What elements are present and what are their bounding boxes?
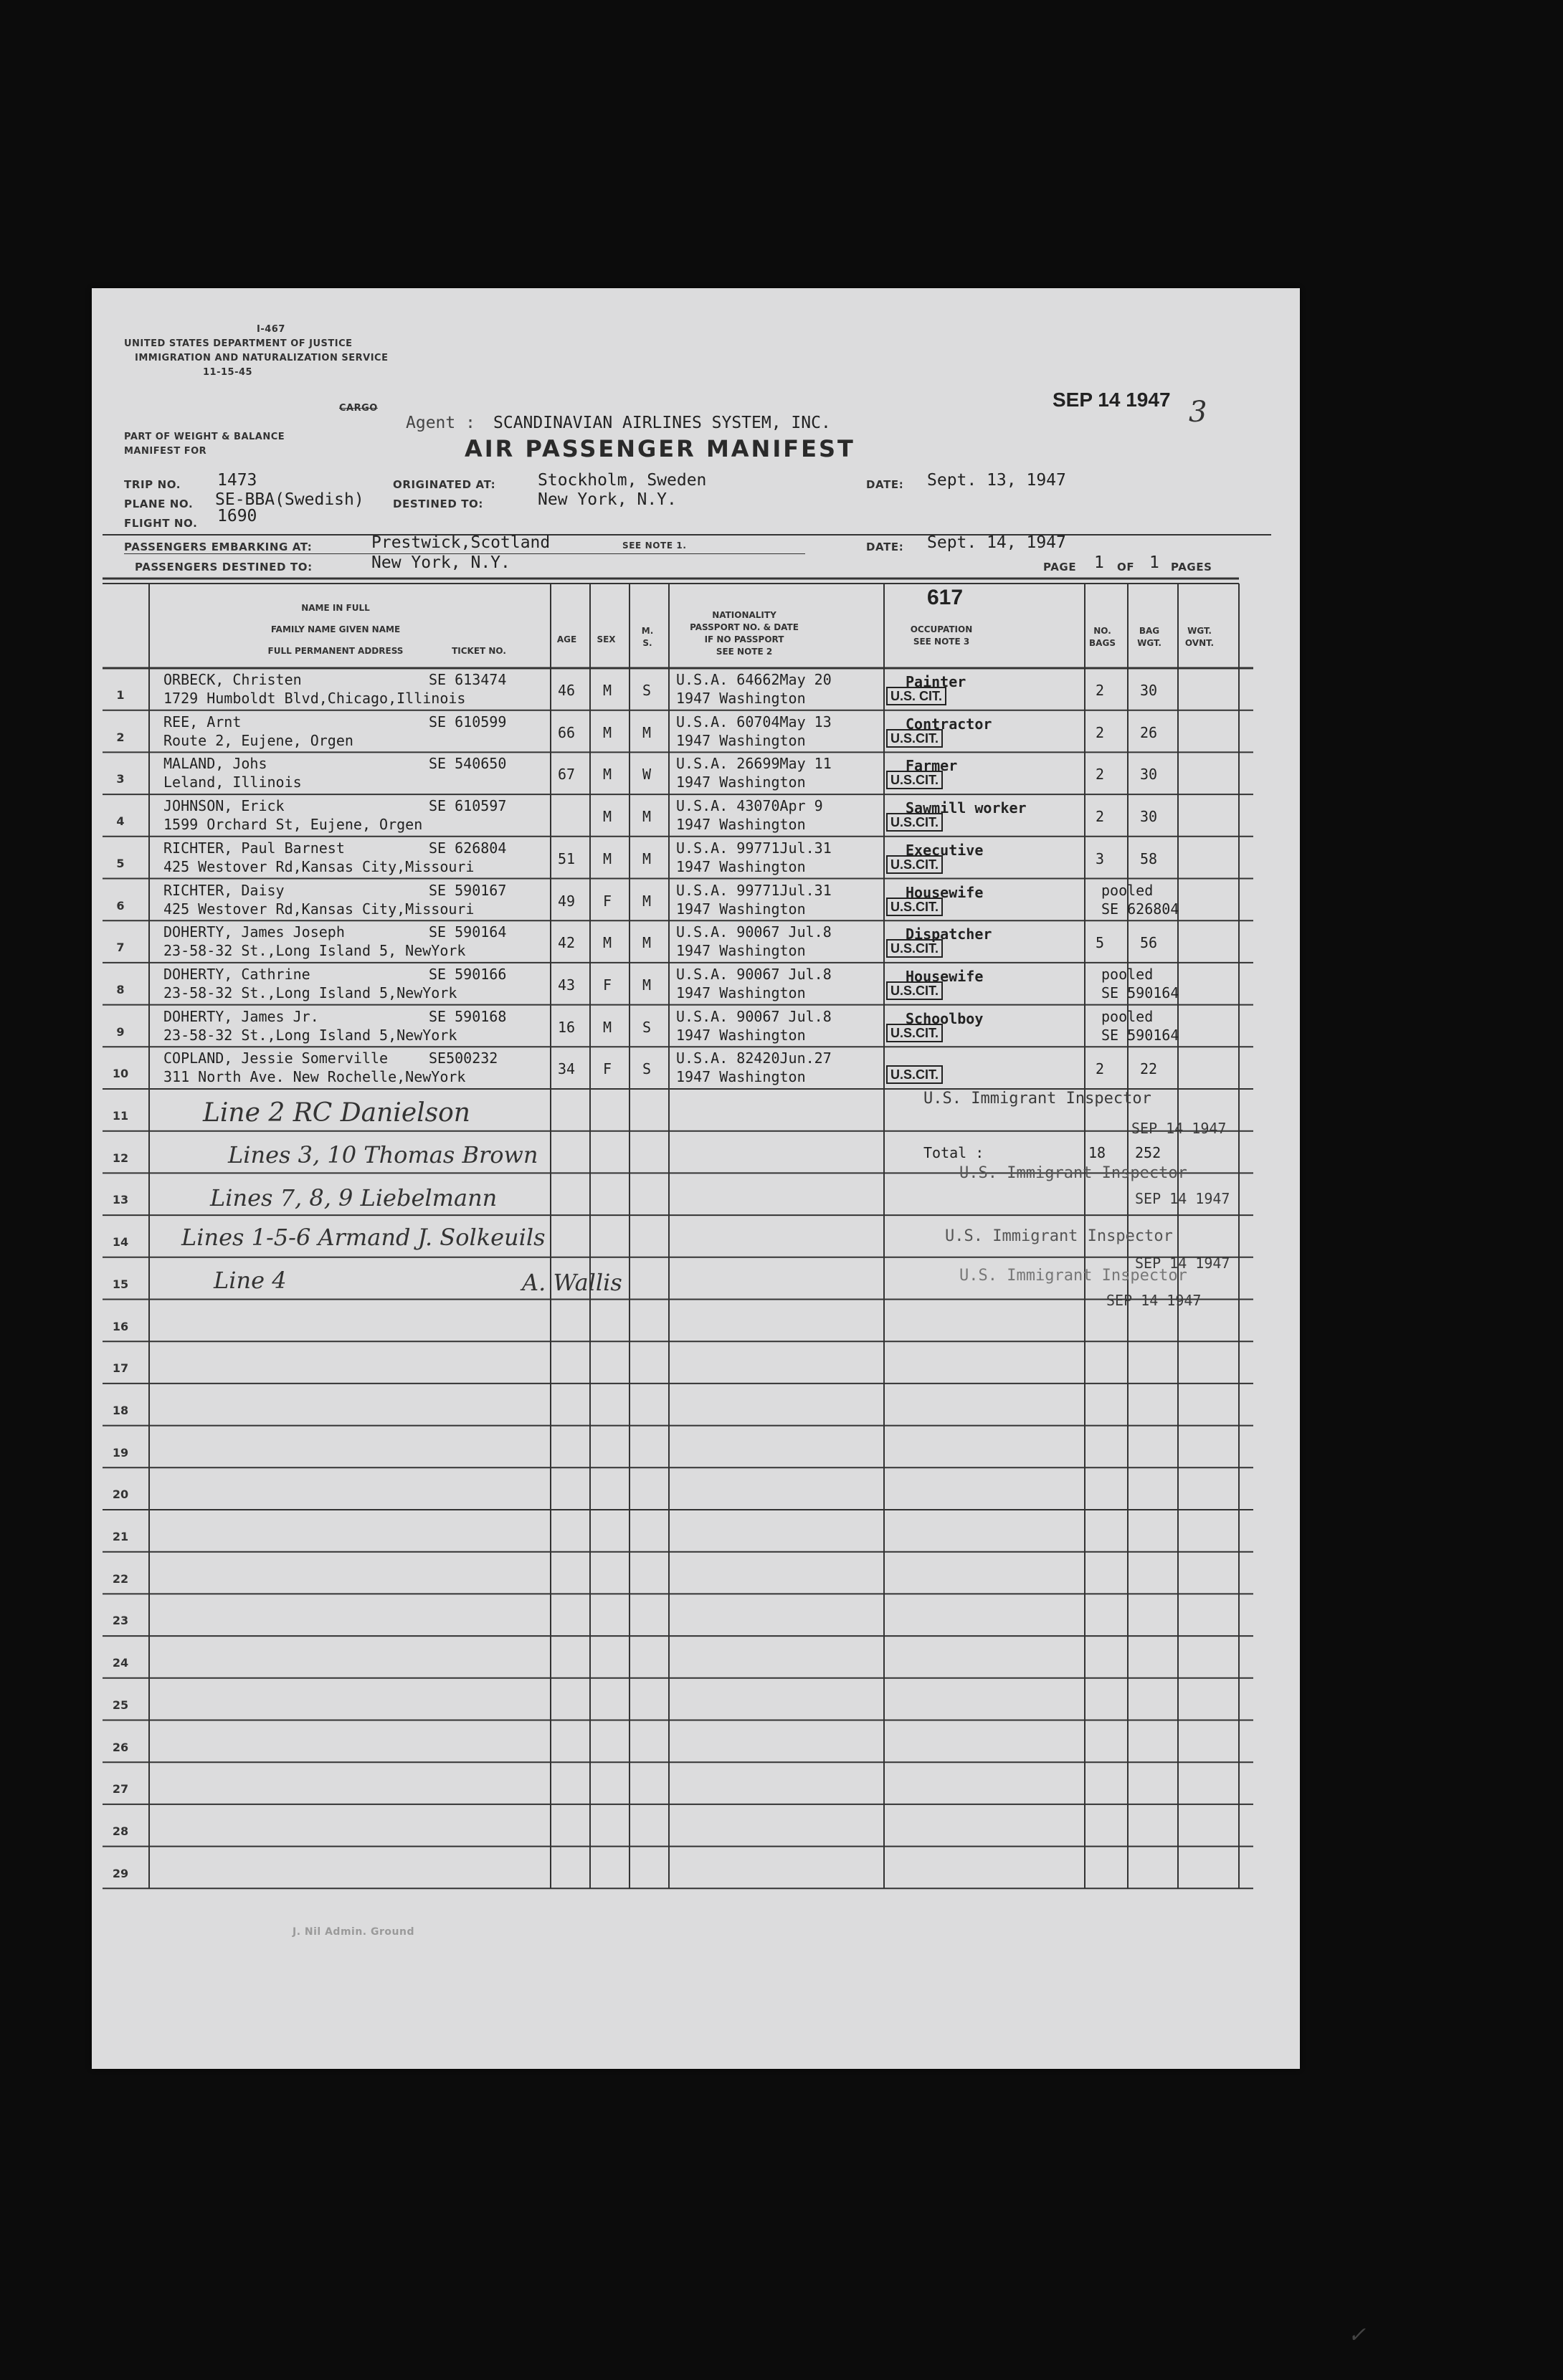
originated-label: ORIGINATED AT: (393, 478, 496, 491)
citizen-stamp: U.S.CIT. (886, 981, 943, 1000)
row-number: 16 (112, 1319, 129, 1333)
passenger-name: COPLAND, Jessie Somerville (163, 1049, 389, 1067)
col-address-header: FULL PERMANENT ADDRESS (267, 646, 404, 656)
wgt-line-1: WGT. (1187, 626, 1212, 636)
col-nationality-header (673, 609, 816, 658)
embark-date: Sept. 14, 1947 (927, 533, 1066, 552)
bag-weight: 26 (1140, 723, 1158, 741)
nat-line-1: NATIONALITY (712, 610, 776, 620)
occupation: Dispatcher (906, 925, 992, 943)
citizen-stamp: U.S. CIT. (886, 687, 946, 705)
passport-line-1: U.S.A. 99771Jul.31 (676, 881, 832, 899)
age-value: 67 (558, 766, 576, 784)
permanent-address: 425 Westover Rd,Kansas City,Missouri (163, 857, 475, 875)
citizen-stamp: U.S.CIT. (886, 898, 943, 916)
passport-line-1: U.S.A. 90067 Jul.8 (676, 1007, 832, 1025)
passport-line-1: U.S.A. 82420Jun.27 (676, 1049, 832, 1067)
marital-status: S (642, 1060, 652, 1078)
date-label: DATE: (866, 478, 904, 491)
col-bagwgt-header (1128, 625, 1171, 649)
total-bags: 18 (1088, 1144, 1106, 1161)
form-date: 11-15-45 (203, 367, 253, 378)
manifest-for-label: MANIFEST FOR (124, 446, 207, 457)
row-number: 28 (112, 1824, 129, 1838)
plane-label: PLANE NO. (124, 498, 194, 510)
passport-line-2: 1947 Washington (676, 857, 806, 875)
passenger-name: ORBECK, Christen (163, 671, 302, 688)
sex-value: F (603, 1060, 612, 1078)
service-name: IMMIGRATION AND NATURALIZATION SERVICE (135, 353, 389, 363)
originated-at: Stockholm, Sweden (538, 471, 707, 490)
permanent-address: 23-58-32 St.,Long Island 5,NewYork (163, 984, 457, 1001)
flight-label: FLIGHT NO. (124, 517, 198, 530)
manifest-title: AIR PASSENGER MANIFEST (465, 435, 855, 462)
batch-number: 617 (927, 586, 964, 609)
sex-value: F (603, 976, 612, 994)
destined-label: DESTINED TO: (393, 498, 483, 510)
see-note-1: SEE NOTE 1. (622, 541, 687, 551)
inspector-title-2: U.S. Immigrant Inspector (959, 1164, 1187, 1182)
sex-value: M (603, 849, 612, 867)
inspector-date-2: SEP 14 1947 (1135, 1190, 1230, 1207)
ticket-number: SE 590166 (429, 965, 507, 983)
age-value: 46 (558, 682, 576, 699)
citizen-stamp: U.S.CIT. (886, 855, 943, 874)
struck-word: CARGO (339, 403, 378, 414)
page-label: PAGE (1043, 561, 1077, 573)
inspector-title-3: U.S. Immigrant Inspector (945, 1227, 1173, 1245)
faint-footer-text: J. Nil Admin. Ground (293, 1926, 414, 1938)
passport-line-1: U.S.A. 99771Jul.31 (676, 839, 832, 857)
occupation: Housewife (906, 883, 984, 901)
row-number: 7 (116, 941, 125, 955)
permanent-address: 1599 Orchard St, Eujene, Orgen (163, 816, 423, 834)
pooled-label: pooled (1101, 1007, 1154, 1025)
passport-line-1: U.S.A. 90067 Jul.8 (676, 923, 832, 941)
row-number: 5 (116, 856, 125, 870)
ticket-number: SE500232 (429, 1049, 498, 1067)
agent-name: SCANDINAVIAN AIRLINES SYSTEM, INC. (493, 414, 831, 432)
row-number: 24 (112, 1656, 129, 1670)
pooled-label: pooled (1101, 881, 1154, 899)
ticket-number: SE 610597 (429, 797, 507, 815)
occupation: Sawmill worker (906, 799, 1027, 817)
occupation: Contractor (906, 715, 992, 733)
nat-line-3: IF NO PASSPORT (704, 634, 784, 644)
marital-status: M (642, 849, 652, 867)
bags-count: 5 (1096, 934, 1105, 952)
ticket-number: SE 626804 (429, 839, 507, 857)
permanent-address: 23-58-32 St.,Long Island 5,NewYork (163, 1026, 457, 1044)
col-occupation-header (870, 624, 1013, 648)
bag-weight: 30 (1140, 808, 1158, 826)
of-label: OF (1117, 561, 1135, 573)
passport-line-1: U.S.A. 26699May 11 (676, 755, 832, 773)
sex-value: M (603, 934, 612, 952)
passenger-name: MALAND, Johs (163, 755, 267, 773)
signature-lines-1-5-6: Lines 1-5-6 Armand J. Solkeuils (181, 1224, 546, 1251)
sex-value: M (603, 1018, 612, 1036)
passport-line-2: 1947 Washington (676, 731, 806, 749)
signature-inspector: A. Wallis (522, 1269, 622, 1296)
passenger-name: RICHTER, Paul Barnest (163, 839, 345, 857)
col-name-header: NAME IN FULL (301, 603, 370, 613)
citizen-stamp: U.S.CIT. (886, 1024, 943, 1042)
pooled-ticket: SE 590164 (1101, 984, 1179, 1001)
sex-value: M (603, 808, 612, 826)
col-bags-header (1083, 625, 1122, 649)
total-weight: 252 (1135, 1144, 1161, 1161)
marital-status: S (642, 682, 652, 699)
marital-status: M (642, 892, 652, 910)
row-number: 26 (112, 1740, 129, 1754)
bags-count: 2 (1096, 723, 1105, 741)
col-age-header: AGE (556, 634, 577, 644)
date-label-2: DATE: (866, 541, 904, 553)
passengers-destined: New York, N.Y. (371, 553, 510, 572)
bags-count: 3 (1096, 849, 1105, 867)
bag-line-1: BAG (1139, 626, 1160, 636)
passenger-name: DOHERTY, Cathrine (163, 965, 310, 983)
permanent-address: 1729 Humboldt Blvd,Chicago,Illinois (163, 690, 466, 707)
passport-line-2: 1947 Washington (676, 984, 806, 1001)
col-sex-header: SEX (597, 634, 616, 644)
marital-status: W (642, 766, 652, 784)
row-number: 20 (112, 1488, 129, 1502)
permanent-address: Leland, Illinois (163, 774, 302, 791)
department-name: UNITED STATES DEPARTMENT OF JUSTICE (124, 338, 353, 349)
signature-lines-3-10: Lines 3, 10 Thomas Brown (228, 1141, 538, 1168)
ms-s: S. (642, 638, 652, 648)
ticket-number: SE 540650 (429, 755, 507, 773)
permanent-address: 425 Westover Rd,Kansas City,Missouri (163, 900, 475, 918)
ticket-number: SE 590167 (429, 881, 507, 899)
bags-count: 2 (1096, 682, 1105, 699)
bags-count: 2 (1096, 766, 1105, 784)
trip-number: 1473 (217, 471, 257, 490)
passport-line-2: 1947 Washington (676, 816, 806, 834)
age-value: 49 (558, 892, 576, 910)
passenger-name: RICHTER, Daisy (163, 881, 285, 899)
sex-value: F (603, 892, 612, 910)
row-number: 12 (112, 1151, 129, 1165)
inspector-title-4: U.S. Immigrant Inspector (959, 1267, 1187, 1285)
total-pages: 1 (1149, 553, 1159, 572)
passenger-name: DOHERTY, James Jr. (163, 1007, 319, 1025)
row-number: 27 (112, 1782, 129, 1796)
ticket-number: SE 590164 (429, 923, 507, 941)
row-number: 2 (116, 730, 125, 744)
row-number: 11 (112, 1109, 129, 1123)
destined-to: New York, N.Y. (538, 490, 677, 509)
sex-value: M (603, 766, 612, 784)
row-number: 21 (112, 1530, 129, 1543)
occupation: Painter (906, 673, 966, 690)
bags-count: 2 (1096, 1060, 1105, 1078)
signature-line-2: Line 2 RC Danielson (203, 1098, 470, 1128)
row-number: 4 (116, 814, 125, 829)
form-number: I-467 (257, 324, 285, 335)
bag-weight: 30 (1140, 682, 1158, 699)
row-number: 23 (112, 1614, 129, 1628)
marital-status: M (642, 808, 652, 826)
inspector-title-1: U.S. Immigrant Inspector (923, 1090, 1151, 1108)
sex-value: M (603, 682, 612, 699)
signature-lines-7-8-9: Lines 7, 8, 9 Liebelmann (210, 1184, 498, 1212)
col-ticket-header: TICKET NO. (452, 646, 506, 656)
occupation: Farmer (906, 757, 958, 775)
destined-to-label: PASSENGERS DESTINED TO: (135, 561, 313, 573)
passenger-name: DOHERTY, James Joseph (163, 923, 345, 941)
row-number: 22 (112, 1571, 129, 1586)
total-label: Total : (923, 1144, 984, 1161)
origin-date: Sept. 13, 1947 (927, 471, 1066, 490)
passport-line-1: U.S.A. 90067 Jul.8 (676, 965, 832, 983)
ticket-number: SE 610599 (429, 713, 507, 730)
passport-line-2: 1947 Washington (676, 774, 806, 791)
bag-line-2: WGT. (1137, 638, 1161, 648)
row-number: 25 (112, 1698, 129, 1712)
age-value: 51 (558, 849, 576, 867)
permanent-address: 311 North Ave. New Rochelle,NewYork (163, 1068, 466, 1086)
ms-m: M. (641, 626, 654, 636)
passport-line-1: U.S.A. 60704May 13 (676, 713, 832, 730)
signature-line-4: Line 4 (214, 1267, 287, 1294)
occupation: Executive (906, 841, 984, 859)
bag-weight: 56 (1140, 934, 1158, 952)
bags-line-1: NO. (1093, 626, 1111, 636)
ticket-number: SE 590168 (429, 1007, 507, 1025)
bags-line-2: BAGS (1089, 638, 1116, 648)
receipt-date-stamp: SEP 14 1947 (1053, 389, 1171, 411)
marital-status: M (642, 934, 652, 952)
bag-weight: 30 (1140, 766, 1158, 784)
bag-weight: 22 (1140, 1060, 1158, 1078)
inspector-date-4: SEP 14 1947 (1106, 1292, 1202, 1309)
nat-line-4: SEE NOTE 2 (716, 647, 773, 657)
agent-label: Agent : (406, 414, 475, 432)
age-value: 34 (558, 1060, 576, 1078)
row-number: 19 (112, 1445, 129, 1460)
age-value: 66 (558, 723, 576, 741)
part-of-label: PART OF WEIGHT & BALANCE (124, 432, 285, 442)
row-number: 8 (116, 982, 125, 996)
row-number: 10 (112, 1067, 129, 1081)
page-mark: 3 (1189, 396, 1207, 429)
col-name-subheader: FAMILY NAME GIVEN NAME (270, 624, 401, 634)
ticket-number: SE 613474 (429, 671, 507, 688)
row-number: 13 (112, 1193, 129, 1207)
marital-status: M (642, 976, 652, 994)
page-number: 1 (1094, 553, 1104, 572)
row-number: 6 (116, 898, 125, 913)
row-number: 14 (112, 1235, 129, 1250)
trip-label: TRIP NO. (124, 478, 181, 491)
col-marital-header (630, 625, 665, 649)
occupation: Schoolboy (906, 1009, 984, 1027)
occ-line-1: OCCUPATION (910, 624, 973, 634)
passport-line-2: 1947 Washington (676, 942, 806, 960)
row-number: 3 (116, 772, 125, 786)
row-number: 1 (116, 688, 125, 702)
pooled-label: pooled (1101, 965, 1154, 983)
plane-number: SE-BBA(Swedish) (215, 490, 364, 509)
row-number: 15 (112, 1277, 129, 1291)
age-value: 42 (558, 934, 576, 952)
pooled-ticket: SE 626804 (1101, 900, 1179, 918)
bags-count: 2 (1096, 808, 1105, 826)
citizen-stamp: U.S.CIT. (886, 1065, 943, 1084)
occupation: Housewife (906, 967, 984, 985)
occ-line-2: SEE NOTE 3 (913, 637, 970, 647)
passport-line-1: U.S.A. 43070Apr 9 (676, 797, 823, 815)
inspector-date-3: SEP 14 1947 (1135, 1255, 1230, 1272)
passenger-name: REE, Arnt (163, 713, 242, 730)
embarking-at: Prestwick,Scotland (371, 533, 551, 552)
passenger-name: JOHNSON, Erick (163, 797, 285, 815)
pages-label: PAGES (1171, 561, 1212, 573)
col-overnight-header (1178, 625, 1221, 649)
passport-line-2: 1947 Washington (676, 900, 806, 918)
passport-line-2: 1947 Washington (676, 1068, 806, 1086)
row-number: 18 (112, 1403, 129, 1417)
inspector-date-1: SEP 14 1947 (1131, 1120, 1227, 1137)
embarking-label: PASSENGERS EMBARKING AT: (124, 541, 313, 553)
citizen-stamp: U.S.CIT. (886, 939, 943, 958)
age-value: 43 (558, 976, 576, 994)
pooled-ticket: SE 590164 (1101, 1026, 1179, 1044)
citizen-stamp: U.S.CIT. (886, 771, 943, 789)
passport-line-2: 1947 Washington (676, 690, 806, 707)
sex-value: M (603, 723, 612, 741)
nat-line-2: PASSPORT NO. & DATE (690, 622, 799, 632)
flight-number: 1690 (217, 507, 257, 525)
corner-mark: ✓ (1348, 2323, 1367, 2348)
bag-weight: 58 (1140, 849, 1158, 867)
permanent-address: 23-58-32 St.,Long Island 5, NewYork (163, 942, 466, 960)
wgt-line-2: OVNT. (1184, 638, 1215, 648)
citizen-stamp: U.S.CIT. (886, 729, 943, 748)
passport-line-2: 1947 Washington (676, 1026, 806, 1044)
marital-status: M (642, 723, 652, 741)
manifest-sheet (92, 288, 1300, 2069)
passport-line-1: U.S.A. 64662May 20 (676, 671, 832, 688)
citizen-stamp: U.S.CIT. (886, 813, 943, 832)
row-number: 9 (116, 1024, 125, 1039)
marital-status: S (642, 1018, 652, 1036)
row-number: 17 (112, 1361, 129, 1376)
permanent-address: Route 2, Eujene, Orgen (163, 731, 353, 749)
row-number: 29 (112, 1866, 129, 1880)
age-value: 16 (558, 1018, 576, 1036)
